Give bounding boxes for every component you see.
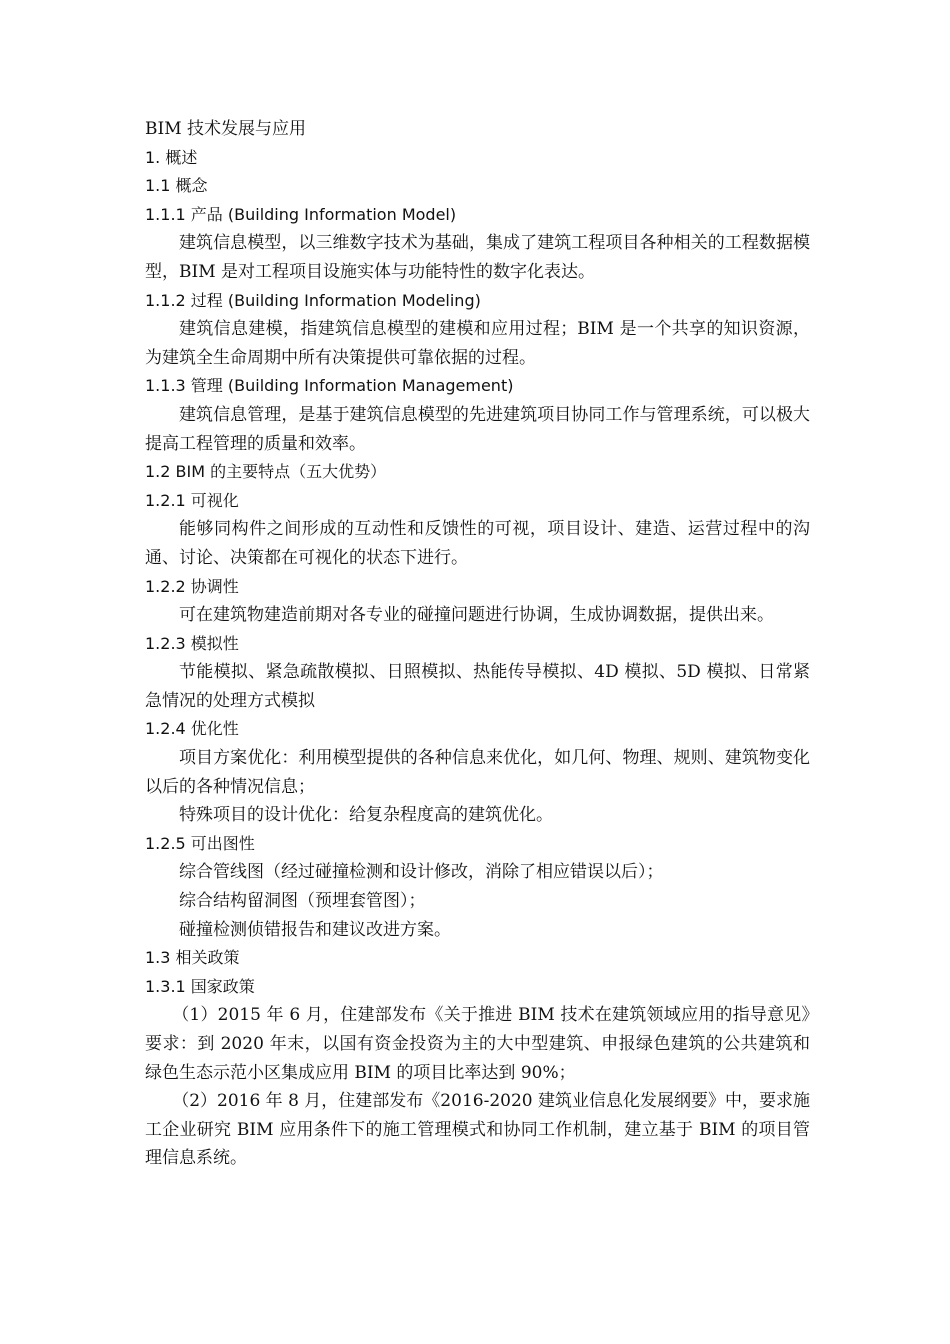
heading-1-2-3: 1.2.3 模拟性 [145,633,239,653]
paragraph-1-1-2: 建筑信息建模，指建筑信息模型的建模和应用过程；BIM 是一个共享的知识资源，为建筑全生命周期中所有决策提供可靠依据的过程。 [145,319,810,368]
document-title: BIM 技术发展与应用 [145,119,307,139]
heading-1-1-3: 1.1.3 管理 (Building Information Management) [145,376,514,396]
heading-1-2-2: 1.2.2 协调性 [145,576,239,596]
heading-1-1-1: 1.1.1 产品 (Building Information Model) [145,204,457,224]
paragraph-1-2-4b: 特殊项目的设计优化：给复杂程度高的建筑优化。 [179,805,553,826]
paragraph-1-1-3: 建筑信息管理，是基于建筑信息模型的先进建筑项目协同工作与管理系统，可以极大提高工程管理的质量和效率。 [145,404,810,454]
heading-1: 1. 概述 [145,147,198,167]
document-body [145,115,810,1173]
heading-1-2: 1.2 BIM 的主要特点（五大优势） [145,462,387,482]
heading-1-1-2: 1.1.2 过程 (Building Information Modeling) [145,290,481,310]
paragraph-1-2-4a: 项目方案优化：利用模型提供的各种信息来优化，如几何、物理、规则、建筑物变化以后的各种情况信息； [145,748,810,797]
paragraph-1-2-1: 能够同构件之间形成的互动性和反馈性的可视，项目设计、建造、运营过程中的沟通、讨论、决策都在可视化的状态下进行。 [145,519,810,568]
heading-1-3-1: 1.3.1 国家政策 [145,976,255,996]
paragraph-1-2-2: 可在建筑物建造前期对各专业的碰撞问题进行协调，生成协调数据，提供出来。 [179,605,774,626]
heading-1-2-5: 1.2.5 可出图性 [145,833,255,853]
heading-1-2-1: 1.2.1 可视化 [145,490,239,510]
heading-1-2-4: 1.2.4 优化性 [145,719,239,739]
paragraph-1-2-3: 节能模拟、紧急疏散模拟、日照模拟、热能传导模拟、4D 模拟、5D 模拟、日常紧急情况的处理方式模拟 [145,662,810,711]
paragraph-1-3-1a: （1）2015 年 6 月，住建部发布《关于推进 BIM 技术在建筑领域应用的指导意见》要求：到 2020 年末，以国有资金投资为主的大中型建筑、申报绿色建筑的公共建筑和绿色生态示范小区集成应用 BIM 的项目比率达到 90%； [145,1005,810,1083]
paragraph-1-2-5a: 综合管线图（经过碰撞检测和设计修改，消除了相应错误以后）； [179,862,664,883]
paragraph-1-3-1b: （2）2016 年 8 月，住建部发布《2016-2020 建筑业信息化发展纲要》中，要求施工企业研究 BIM 应用条件下的施工管理模式和协同工作机制，建立基于 BIM 的项目管理信息系统。 [145,1091,810,1169]
heading-1-3: 1.3 相关政策 [145,948,240,968]
heading-1-1: 1.1 概念 [145,176,208,196]
paragraph-1-1-1: 建筑信息模型，以三维数字技术为基础，集成了建筑工程项目各种相关的工程数据模型，BIM 是对工程项目设施实体与功能特性的数字化表达。 [145,233,810,282]
paragraph-1-2-5b: 综合结构留洞图（预埋套管图）； [179,891,426,912]
paragraph-1-2-5c: 碰撞检测侦错报告和建议改进方案。 [179,919,451,940]
